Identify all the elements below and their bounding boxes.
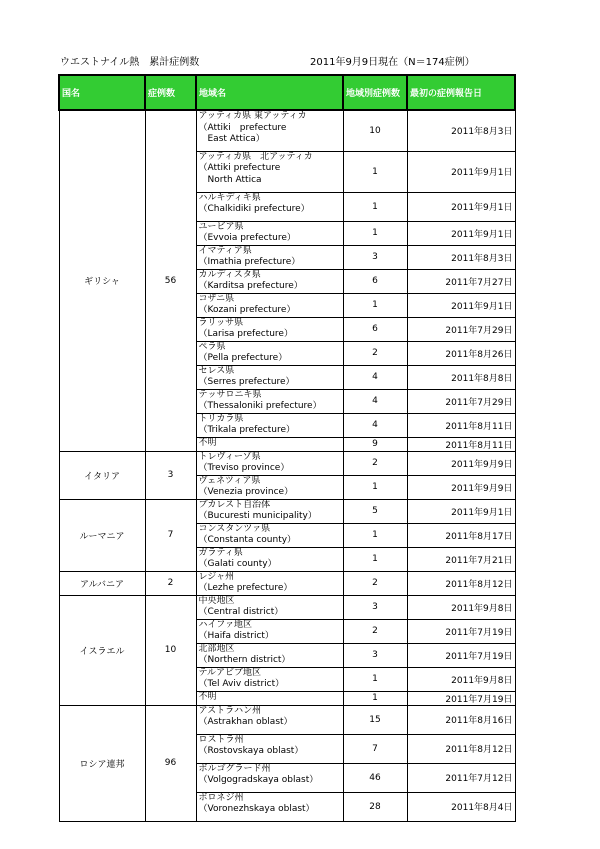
region-cell xyxy=(196,595,343,619)
region-name-line: （Karditsa prefecture） xyxy=(198,281,303,291)
table-row xyxy=(59,595,515,619)
first-report-date: 2011年9月9日 xyxy=(407,475,515,499)
country-cell: イタリア xyxy=(59,451,145,499)
region-cell xyxy=(196,643,343,667)
region-name-line: （Volgogradskaya oblast） xyxy=(198,775,319,785)
region-case-count: 2 xyxy=(343,451,407,475)
region-case-count: 10 xyxy=(343,110,407,151)
table-row xyxy=(59,110,515,151)
region-cell xyxy=(196,269,343,293)
country-cell: ルーマニア xyxy=(59,499,145,571)
table-body xyxy=(59,110,515,821)
region-name-line: カルディスタ県 xyxy=(198,269,261,280)
region-name-line: （Attiki prefecture xyxy=(198,163,281,173)
region-name-line: （Bucuresti municipality） xyxy=(198,511,317,521)
first-report-date: 2011年9月1日 xyxy=(407,151,515,192)
region-case-count: 2 xyxy=(343,571,407,595)
header-region: 地域名 xyxy=(196,75,343,110)
region-name-line: テルアビブ地区 xyxy=(198,667,262,678)
region-name-line: アッティカ県 東アッティカ xyxy=(198,111,307,121)
region-name-line: （Serres prefecture） xyxy=(198,377,295,387)
region-cell xyxy=(196,389,343,413)
first-report-date: 2011年8月16日 xyxy=(407,705,515,734)
region-case-count: 3 xyxy=(343,245,407,269)
region-name-line: ラリッサ県 xyxy=(198,317,244,328)
region-cell xyxy=(196,499,343,523)
region-name-line: （Rostovskaya oblast） xyxy=(198,746,304,756)
country-cell: イスラエル xyxy=(59,595,145,705)
region-case-count: 2 xyxy=(343,619,407,643)
region-name-line: ペラ県 xyxy=(198,341,226,352)
region-cell xyxy=(196,451,343,475)
region-name-line: ボロネジ州 xyxy=(198,792,244,803)
first-report-date: 2011年8月3日 xyxy=(407,110,515,151)
region-name-line: （Chalkidiki prefecture） xyxy=(198,204,310,214)
as-of-date: 2011年9月9日現在（N＝174症例） xyxy=(310,57,475,68)
region-name-line: 北部地区 xyxy=(198,643,235,654)
region-name-line: コザニ県 xyxy=(198,293,235,304)
region-case-count: 4 xyxy=(343,413,407,437)
first-report-date: 2011年8月3日 xyxy=(407,245,515,269)
region-name-line: セレス県 xyxy=(198,365,235,376)
region-case-count: 1 xyxy=(343,523,407,547)
region-case-count: 5 xyxy=(343,499,407,523)
region-name-line: （Central district） xyxy=(198,607,284,617)
region-cell xyxy=(196,437,343,451)
first-report-date: 2011年9月8日 xyxy=(407,595,515,619)
region-name-line: （Haifa district） xyxy=(198,631,274,641)
first-report-date: 2011年8月26日 xyxy=(407,341,515,365)
first-report-date: 2011年8月11日 xyxy=(407,437,515,451)
first-report-date: 2011年8月17日 xyxy=(407,523,515,547)
region-name-line: （Galati county） xyxy=(198,559,277,569)
region-case-count: 1 xyxy=(343,547,407,571)
case-table xyxy=(58,74,516,822)
region-name-line: （Venezia province） xyxy=(198,487,294,497)
first-report-date: 2011年7月29日 xyxy=(407,389,515,413)
region-name-line: トリカラ県 xyxy=(198,413,244,424)
region-name-line: （Tel Aviv district） xyxy=(198,679,285,689)
first-report-date: 2011年9月1日 xyxy=(407,499,515,523)
country-cell: アルバニア xyxy=(59,571,145,595)
region-name-line: （Pella prefecture） xyxy=(198,353,288,363)
region-case-count: 2 xyxy=(343,341,407,365)
region-name-line: （Voronezhskaya oblast） xyxy=(198,804,315,814)
region-name-line: ユービア県 xyxy=(198,221,244,232)
region-name-line: 不明 xyxy=(198,437,217,448)
country-case-count: 10 xyxy=(145,595,196,705)
header-country: 国名 xyxy=(59,75,145,110)
region-name-line: （Lezhe prefecture） xyxy=(198,583,293,593)
region-cell xyxy=(196,619,343,643)
region-name-line: （Larisa prefecture） xyxy=(198,329,293,339)
first-report-date: 2011年7月29日 xyxy=(407,317,515,341)
region-name-line: レジャ州 xyxy=(198,571,235,582)
region-case-count: 1 xyxy=(343,192,407,221)
region-name-line: 不明 xyxy=(198,691,217,702)
region-case-count: 1 xyxy=(343,293,407,317)
region-case-count: 4 xyxy=(343,389,407,413)
region-name-line: ハイファ地区 xyxy=(198,619,253,630)
region-cell xyxy=(196,571,343,595)
region-name-line: コンスタンツァ県 xyxy=(198,523,271,534)
first-report-date: 2011年9月1日 xyxy=(407,293,515,317)
region-case-count: 6 xyxy=(343,317,407,341)
region-cell xyxy=(196,221,343,245)
region-name-line: イマティア県 xyxy=(198,245,252,256)
first-report-date: 2011年8月11日 xyxy=(407,413,515,437)
region-name-line: ハルキディキ県 xyxy=(198,192,261,203)
region-cell xyxy=(196,792,343,821)
region-case-count: 3 xyxy=(343,595,407,619)
region-cell xyxy=(196,413,343,437)
region-name-line: （Treviso province） xyxy=(198,463,290,473)
region-name-line: East Attica） xyxy=(198,134,265,144)
region-name-line: （Thessaloniki prefecture） xyxy=(198,401,322,411)
first-report-date: 2011年8月8日 xyxy=(407,365,515,389)
region-name-line: アッティカ県 北アッティカ xyxy=(198,151,313,162)
region-case-count: 1 xyxy=(343,667,407,691)
region-name-line: ロストラ州 xyxy=(198,734,244,745)
region-case-count: 4 xyxy=(343,365,407,389)
region-name-line: （Trikala prefecture） xyxy=(198,425,295,435)
region-name-line: （Constanta county） xyxy=(198,535,297,545)
region-case-count: 28 xyxy=(343,792,407,821)
table-row xyxy=(59,705,515,734)
region-case-count: 1 xyxy=(343,691,407,705)
first-report-date: 2011年7月27日 xyxy=(407,269,515,293)
country-case-count: 3 xyxy=(145,451,196,499)
header-first-report: 最初の症例報告日 xyxy=(407,75,515,110)
header-cases: 症例数 xyxy=(145,75,196,110)
region-name-line: （Kozani prefecture） xyxy=(198,305,296,315)
first-report-date: 2011年9月8日 xyxy=(407,667,515,691)
region-name-line: ブカレスト自治体 xyxy=(198,499,271,510)
country-case-count: 7 xyxy=(145,499,196,571)
first-report-date: 2011年9月1日 xyxy=(407,192,515,221)
region-name-line: North Attica xyxy=(198,174,262,185)
region-cell xyxy=(196,245,343,269)
header-region-cases: 地域別症例数 xyxy=(343,75,407,110)
region-name-line: （Evvoia prefecture） xyxy=(198,233,296,243)
region-name-line: ガラティ県 xyxy=(198,547,243,558)
region-case-count: 6 xyxy=(343,269,407,293)
first-report-date: 2011年7月19日 xyxy=(407,643,515,667)
region-cell xyxy=(196,667,343,691)
region-name-line: ボルゴグラード州 xyxy=(198,763,271,774)
first-report-date: 2011年7月19日 xyxy=(407,619,515,643)
region-name-line: （Attiki prefecture xyxy=(198,122,287,133)
region-cell xyxy=(196,293,343,317)
region-cell xyxy=(196,547,343,571)
region-cell xyxy=(196,365,343,389)
region-name-line: テッサロニキ県 xyxy=(198,389,262,400)
first-report-date: 2011年8月4日 xyxy=(407,792,515,821)
first-report-date: 2011年8月12日 xyxy=(407,571,515,595)
region-cell xyxy=(196,691,343,705)
region-case-count: 7 xyxy=(343,734,407,763)
region-case-count: 1 xyxy=(343,475,407,499)
region-case-count: 46 xyxy=(343,763,407,792)
region-cell xyxy=(196,475,343,499)
first-report-date: 2011年8月12日 xyxy=(407,734,515,763)
table-row xyxy=(59,571,515,595)
first-report-date: 2011年9月9日 xyxy=(407,451,515,475)
region-name-line: トレヴィーゾ県 xyxy=(198,451,261,462)
region-case-count: 9 xyxy=(343,437,407,451)
region-name-line: ヴェネツィア県 xyxy=(198,475,261,486)
region-name-line: （Astrakhan oblast） xyxy=(198,717,293,727)
table-row xyxy=(59,451,515,475)
region-cell xyxy=(196,705,343,734)
region-name-line: アストラハン州 xyxy=(198,705,262,716)
region-case-count: 1 xyxy=(343,151,407,192)
country-cell: ギリシャ xyxy=(59,110,145,451)
country-case-count: 96 xyxy=(145,705,196,821)
region-cell xyxy=(196,317,343,341)
country-case-count: 56 xyxy=(145,110,196,451)
region-cell xyxy=(196,192,343,221)
region-case-count: 1 xyxy=(343,221,407,245)
first-report-date: 2011年7月19日 xyxy=(407,691,515,705)
region-cell xyxy=(196,523,343,547)
region-name-line: （Imathia prefecture） xyxy=(198,257,301,267)
region-case-count: 3 xyxy=(343,643,407,667)
region-cell xyxy=(196,763,343,792)
region-case-count: 15 xyxy=(343,705,407,734)
region-name-line: （Northern district） xyxy=(198,655,291,665)
header-row xyxy=(59,75,515,110)
region-cell xyxy=(196,151,343,192)
region-name-line: 中央地区 xyxy=(198,595,235,606)
table-row xyxy=(59,499,515,523)
region-cell xyxy=(196,110,343,151)
country-cell: ロシア連邦 xyxy=(59,705,145,821)
country-case-count: 2 xyxy=(145,571,196,595)
document-title: ウエストナイル熱 累計症例数 xyxy=(60,57,200,68)
first-report-date: 2011年7月21日 xyxy=(407,547,515,571)
first-report-date: 2011年7月12日 xyxy=(407,763,515,792)
region-cell xyxy=(196,341,343,365)
region-cell xyxy=(196,734,343,763)
first-report-date: 2011年9月1日 xyxy=(407,221,515,245)
